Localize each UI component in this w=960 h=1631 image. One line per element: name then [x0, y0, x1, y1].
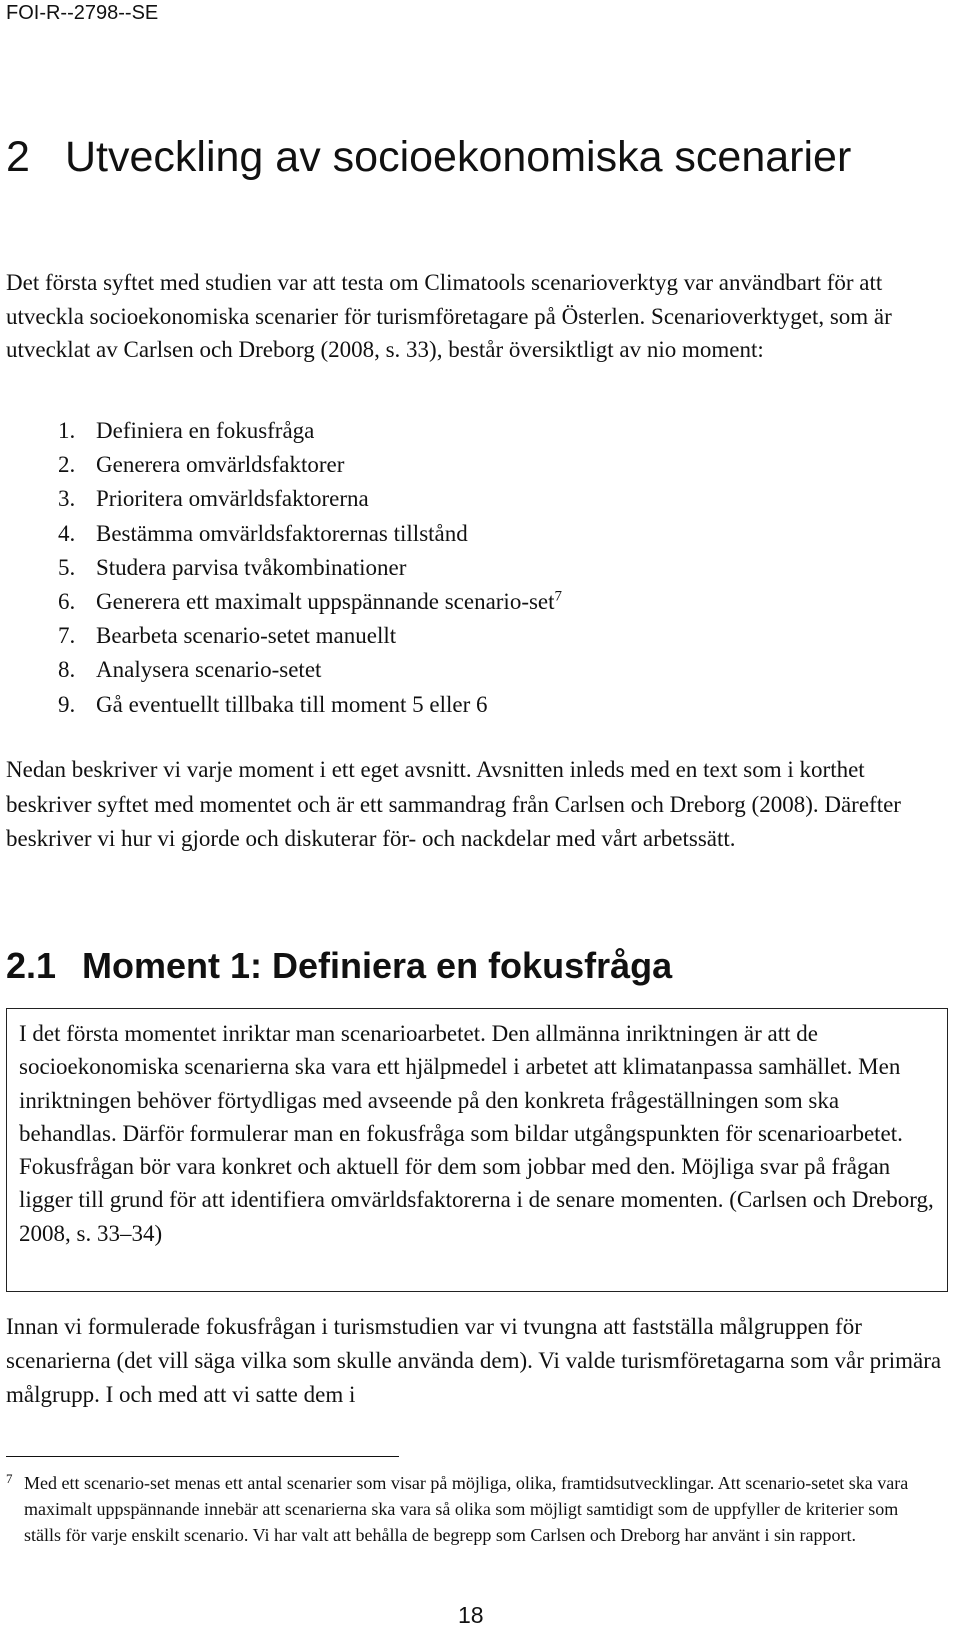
step-text: Generera ett maximalt uppspännande scenario-set — [96, 589, 555, 615]
step-text: Generera omvärldsfaktorer — [96, 452, 345, 478]
footnote-divider — [6, 1456, 399, 1457]
section-heading — [6, 124, 946, 190]
footnote — [6, 1470, 936, 1548]
intro-paragraph: Det första syftet med studien var att testa om Climatools scenarioverktyg var användbart för att utveckla socioekonomiska scenarier för turismföretagare på Österlen. Scenarioverktyget, som är utvecklat av Carlsen och Dreborg (2008, s. 33), består översiktligt av nio moment: — [6, 270, 892, 362]
step-text: Studera parvisa tvåkombinationer — [96, 554, 407, 580]
step-number: 6. — [58, 589, 76, 615]
step-number: 1. — [58, 418, 76, 443]
report-id-header: FOI-R--2798--SE — [6, 2, 159, 24]
footnote-number: 7 — [6, 1471, 13, 1486]
list-item — [58, 653, 562, 687]
list-item — [58, 551, 562, 585]
list-item — [58, 619, 562, 653]
page-number: 18 — [458, 1602, 484, 1628]
list-item — [58, 688, 562, 722]
step-text: Definiera en fokusfråga — [96, 418, 315, 443]
step-number: 5. — [58, 554, 76, 580]
step-number: 9. — [58, 691, 76, 717]
step-number: 7. — [58, 623, 76, 649]
step-text: Gå eventuellt tillbaka till moment 5 eller 6 — [96, 691, 488, 717]
subsection-heading — [6, 944, 672, 988]
section-title: Utveckling av socioekonomiska scenarier — [65, 133, 852, 181]
summary-box — [6, 1008, 948, 1292]
description-paragraph: Nedan beskriver vi varje moment i ett eget avsnitt. Avsnitten inleds med en text som i korthet beskriver syftet med momentet och är ett sammandrag från Carlsen och Dreborg (2008). Därefter beskriver vi hur vi gjorde och diskuterar för- och nackdelar med vårt arbetssätt. — [6, 757, 901, 851]
section-number: 2 — [6, 133, 30, 181]
step-list — [58, 414, 562, 722]
step-number: 3. — [58, 486, 76, 512]
summary-text: I det första momentet inriktar man scenarioarbetet. Den allmänna inriktningen är att de socioekonomiska scenarierna ska vara ett hjälpmedel i arbetet att klimatanpassa samhället. Men inriktningen behöver förtydligas med avseende på den konkreta frågeställningen som ska behandlas. Därför formulerar man en fokusfråga som bildar utgångspunkten för scenarioarbetet. Fokusfrågan bör vara konkret och aktuell för dem som jobbar med den. Möjliga svar på frågan ligger till grund för att identifiera omvärldsfaktorerna i de senare momenten. (Carlsen och Dreborg, 2008, s. 33–34) — [19, 1021, 934, 1246]
step-number: 4. — [58, 520, 76, 546]
list-item — [58, 585, 562, 619]
subsection-number: 2.1 — [6, 945, 57, 986]
list-item — [58, 414, 562, 448]
step-text: Bearbeta scenario-setet manuellt — [96, 623, 397, 649]
list-item — [58, 482, 562, 516]
list-item — [58, 448, 562, 482]
step-text: Prioritera omvärldsfaktorerna — [96, 486, 369, 512]
step-text: Analysera scenario-setet — [96, 657, 322, 683]
subsection-title: Moment 1: Definiera en fokusfråga — [82, 945, 673, 986]
step-number: 8. — [58, 657, 76, 683]
step-number: 2. — [58, 452, 76, 478]
footnote-text: Med ett scenario-set menas ett antal scenarier som visar på möjliga, olika, framtidsutvecklingar. Att scenario-setet ska vara maximalt uppspännande innebär att scenarierna ska vara så olika som möjligt samtidigt som de uppfyller de kriterier som ställs för varje enskilt scenario. Vi har valt att behålla de begrepp som Carlsen och Dreborg har använt i sin rapport. — [24, 1473, 909, 1545]
step-text: Bestämma omvärldsfaktorernas tillstånd — [96, 520, 468, 546]
list-item — [58, 517, 562, 551]
body-paragraph: Innan vi formulerade fokusfrågan i turismstudien var vi tvungna att fastställa målgruppen för scenarierna (det vill säga vilka som skulle använda dem). Vi valde turismföretagarna som vår primära målgrupp. I och med att vi satte dem i — [6, 1314, 942, 1407]
footnote-ref[interactable]: 7 — [554, 588, 563, 605]
